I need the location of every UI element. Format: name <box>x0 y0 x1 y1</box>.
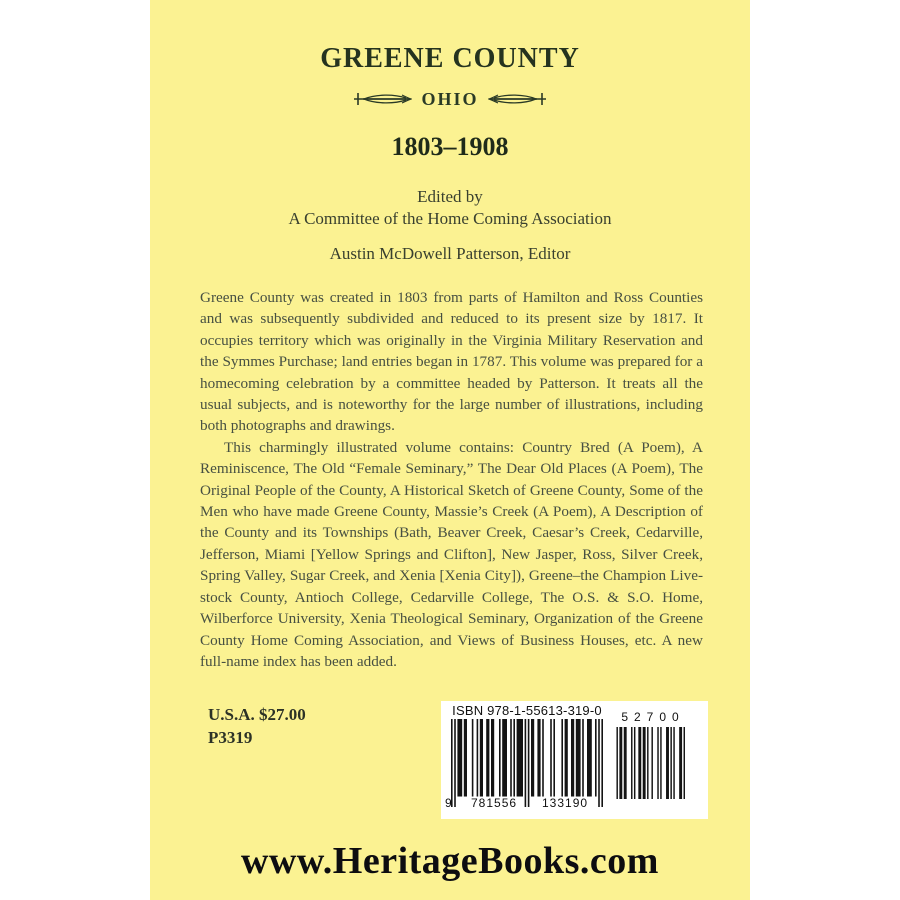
price-block <box>208 703 306 749</box>
description-block <box>200 287 703 672</box>
left-flourish-icon <box>354 91 412 107</box>
right-flourish-icon <box>488 91 546 107</box>
barcode-panel <box>441 701 708 819</box>
subtitle-ohio: OHIO <box>421 89 479 109</box>
edited-by-committee: A Committee of the Home Coming Association <box>288 209 612 228</box>
product-code: P3319 <box>208 728 253 747</box>
publisher-url: www.HeritageBooks.com <box>241 840 659 882</box>
barcode-digit-group: 9 <box>445 796 453 810</box>
subtitle-row <box>150 88 750 110</box>
description-paragraph-1: Greene County was created in 1803 from parts of Hamilton and Ross Counties and was subsequently subdivided and reduced to its present size by 1817. It occupies territory which was originally in the Virginia Military Reservation and the Symmes Purchase; land entries began in 1787. This volume was prepared for a homecoming celebration by a committee headed by Patterson. It treats all the usual subjects, and is noteworthy for the large number of illustrations, including both photographs and drawings. <box>200 289 703 435</box>
date-range: 1803–1908 <box>391 132 509 161</box>
barcode-supplement <box>615 709 685 799</box>
ean5-barcode-icon <box>615 727 685 799</box>
supplement-digits: 52700 <box>621 710 685 724</box>
barcode-digit-group: 781556 <box>471 796 518 810</box>
edited-by-label: Edited by <box>417 187 483 206</box>
book-title: GREENE COUNTY <box>320 43 580 74</box>
description-paragraph-2: This charmingly illustrated volume contains: Country Bred (A Poem), A Reminiscence, The Old “Female Seminary,” The Dear Old Places (A Poem), The Original People of the County, A Historical Sketch of Greene County, Some of the Men who have made Greene County, Massie’s Creek (A Poem), A Description of the County and its Townships (Bath, Beaver Creek, Caesar’s Creek, Cedarville, Jefferson, Miami [Yellow Springs and Clifton], New Jasper, Ross, Silver Creek, Spring Valley, Sugar Creek, and Xenia [Xenia City]), Greene–the Champion Live-stock County, Antioch College, Cedarville College, The O.S. & S.O. Home, Wilberforce University, Xenia Theological Seminary, Organization of the Greene County Home Coming Association, and Views of Business Houses, etc. A new full-name index has been added. <box>200 438 703 670</box>
ean13-barcode-icon <box>451 719 603 807</box>
isbn-text: ISBN 978-1-55613-319-0 <box>452 703 602 718</box>
editor-credit: Austin McDowell Patterson, Editor <box>329 244 571 263</box>
price: U.S.A. $27.00 <box>208 705 306 724</box>
book-back-cover <box>150 0 750 900</box>
barcode-number <box>445 796 609 809</box>
barcode-digit-group: 133190 <box>542 796 589 810</box>
